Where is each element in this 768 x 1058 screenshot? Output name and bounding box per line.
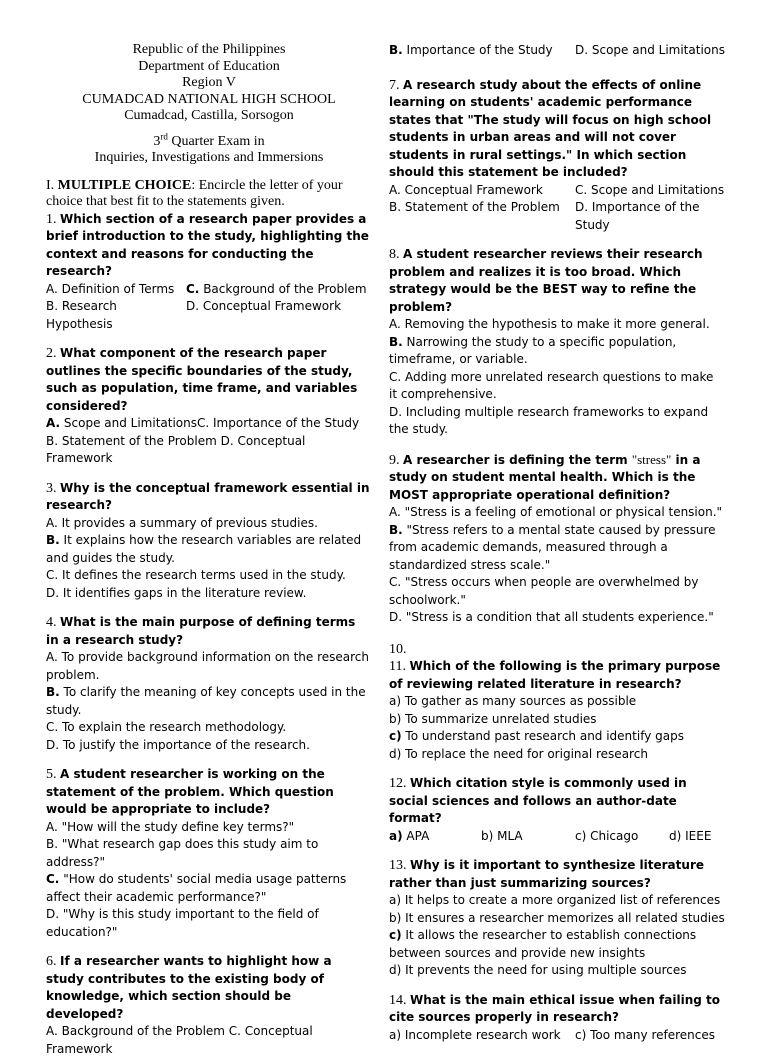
q1-option-a: A. Definition of Terms — [46, 281, 175, 296]
q11-option-d: d) To replace the need for original research — [389, 746, 648, 761]
q11-option-c: c) To understand past research and identify gaps — [389, 729, 684, 743]
q13-option-d: d) It prevents the need for using multiple sources — [389, 963, 687, 977]
q14-option-c: c) Too many references — [575, 1027, 715, 1042]
q12-option-c: c) Chicago — [575, 828, 639, 843]
q6-option-b: B. Importance of the Study — [389, 43, 553, 57]
q13-option-b: b) It ensures a researcher memorizes all related studies — [389, 910, 725, 925]
q1-option-c: C. Background of the Problem — [186, 281, 367, 296]
q5-option-d: D. "Why is this study important to the field of education?" — [46, 907, 319, 939]
q7-options-row-2 — [389, 199, 725, 234]
left-column — [46, 42, 372, 1058]
q5-option-b: B. "What research gap does this study aim to address?" — [46, 837, 319, 869]
q1-option-d: D. Conceptual Framework — [186, 299, 342, 313]
question-7: 7. A research study about the effects of online learning on students' academic performance states that "The study will focus on high school students in urban areas and will not cover students in rural settings." In which section should this statement be included? — [389, 77, 712, 179]
q14-options-row — [389, 1027, 725, 1045]
q14-option-a: a) Incomplete research work — [389, 1027, 561, 1042]
q9-option-b: B. "Stress refers to a mental state caused by pressure from academic demands, measured through a standardized stress scale." — [389, 522, 716, 572]
question-9: 9. A researcher is defining the term "stress" in a study on student mental health. Which is the MOST appropriate operational definition? — [389, 451, 701, 502]
section-instructions: I. MULTIPLE CHOICE: Encircle the letter of your choice that best fit to the statements given. — [46, 177, 343, 209]
question-8: 8. A student researcher reviews their research problem and realizes it is too broad. Which strategy would be the BEST way to refine the problem? — [389, 247, 703, 314]
question-6: 6. If a researcher wants to highlight how a study contributes to the existing body of knowledge, which section should be developed? — [46, 954, 332, 1021]
header-subject: Inquiries, Investigations and Immersions — [94, 150, 324, 165]
q6-option-d: D. Scope and Limitations — [575, 43, 725, 57]
question-4: 4. What is the main purpose of defining terms in a research study? — [46, 615, 356, 647]
q6-options-row-2 — [389, 42, 725, 60]
q3-option-b: B. It explains how the research variables are related and guides the study. — [46, 533, 362, 565]
q7-option-a: A. Conceptual Framework — [389, 182, 543, 197]
header-republic: Republic of the Philippines — [132, 42, 286, 57]
question-5: 5. A student researcher is working on the statement of the problem. Which question would be appropriate to include? — [46, 767, 334, 816]
question-10: 10. — [389, 641, 407, 657]
q8-option-d: D. Including multiple research frameworks to expand the study. — [389, 404, 709, 436]
q8-option-c: C. Adding more unrelated research questions to make it comprehensive. — [389, 369, 714, 401]
header-department: Department of Education — [138, 58, 280, 74]
q2-options-row-1 — [46, 415, 372, 433]
q7-option-d: D. Importance of the Study — [575, 200, 700, 232]
q7-options-row-1 — [389, 182, 725, 200]
q4-option-d: D. To justify the importance of the research. — [46, 737, 310, 752]
q5-option-a: A. "How will the study define key terms?" — [46, 819, 295, 834]
header-region: Region V — [182, 75, 236, 90]
question-11: 11. Which of the following is the primary purpose of reviewing related literature in research? — [389, 659, 721, 691]
q12-options-row — [389, 828, 725, 846]
q7-option-b: B. Statement of the Problem — [389, 200, 560, 214]
q1-option-b: B. Research Hypothesis — [46, 299, 117, 331]
q11-option-a: a) To gather as many sources as possible — [389, 694, 637, 708]
q12-option-d: d) IEEE — [669, 828, 712, 843]
right-column — [389, 42, 725, 1044]
q2-option-c: C. Importance of the Study — [197, 416, 360, 430]
question-12: 12. Which citation style is commonly used in social sciences and follows an author-date format? — [389, 776, 687, 825]
question-1: 1. Which section of a research paper provides a brief introduction to the study, highlighting the context and reasons for conducting the research? — [46, 211, 369, 278]
q6-options-row-1: A. Background of the Problem C. Conceptual Framework — [46, 1024, 313, 1056]
question-13: 13. Why is it important to synthesize literature rather than just summarizing sources? — [389, 858, 704, 890]
question-2: 2. What component of the research paper outlines the specific boundaries of the study, such as population, time frame, and variables considered? — [46, 346, 358, 413]
q2-option-a: A. Scope and Limitations — [46, 416, 197, 430]
q8-option-a: A. Removing the hypothesis to make it more general. — [389, 317, 710, 331]
q3-option-d: D. It identifies gaps in the literature review. — [46, 585, 307, 600]
q3-option-a: A. It provides a summary of previous studies. — [46, 515, 318, 530]
q13-option-a: a) It helps to create a more organized list of references — [389, 893, 721, 907]
q11-option-b: b) To summarize unrelated studies — [389, 711, 597, 726]
q13-option-c: c) It allows the researcher to establish connections between sources and provide new insights — [389, 928, 697, 960]
document-header — [46, 42, 372, 167]
q5-option-c: C. "How do students' social media usage patterns affect their academic performance?" — [46, 872, 347, 904]
question-3: 3. Why is the conceptual framework essential in research? — [46, 480, 370, 512]
q8-option-b: B. Narrowing the study to a specific population, timeframe, or variable. — [389, 334, 677, 366]
header-address: Cumadcad, Castilla, Sorsogon — [124, 108, 294, 123]
q4-option-b: B. To clarify the meaning of key concepts used in the study. — [46, 685, 366, 717]
q12-option-a: a) APA — [389, 828, 430, 843]
q4-option-c: C. To explain the research methodology. — [46, 720, 287, 734]
q1-options-row-1 — [46, 281, 372, 299]
q2-options-row-2: B. Statement of the Problem D. Conceptual Framework — [46, 433, 306, 465]
header-exam-title: 3rd Quarter Exam in — [153, 130, 265, 149]
q4-option-a: A. To provide background information on the research problem. — [46, 650, 369, 682]
q12-option-b: b) MLA — [481, 828, 523, 843]
question-14: 14. What is the main ethical issue when failing to cite sources properly in research? — [389, 992, 720, 1024]
header-school: CUMADCAD NATIONAL HIGH SCHOOL — [82, 91, 336, 107]
q9-option-d: D. "Stress is a condition that all students experience." — [389, 610, 714, 624]
q9-option-a: A. "Stress is a feeling of emotional or physical tension." — [389, 505, 723, 519]
q1-options-row-2 — [46, 298, 372, 333]
q9-option-c: C. "Stress occurs when people are overwhelmed by schoolwork." — [389, 575, 699, 607]
q7-option-c: C. Scope and Limitations — [575, 182, 725, 197]
q3-option-c: C. It defines the research terms used in the study. — [46, 568, 346, 582]
